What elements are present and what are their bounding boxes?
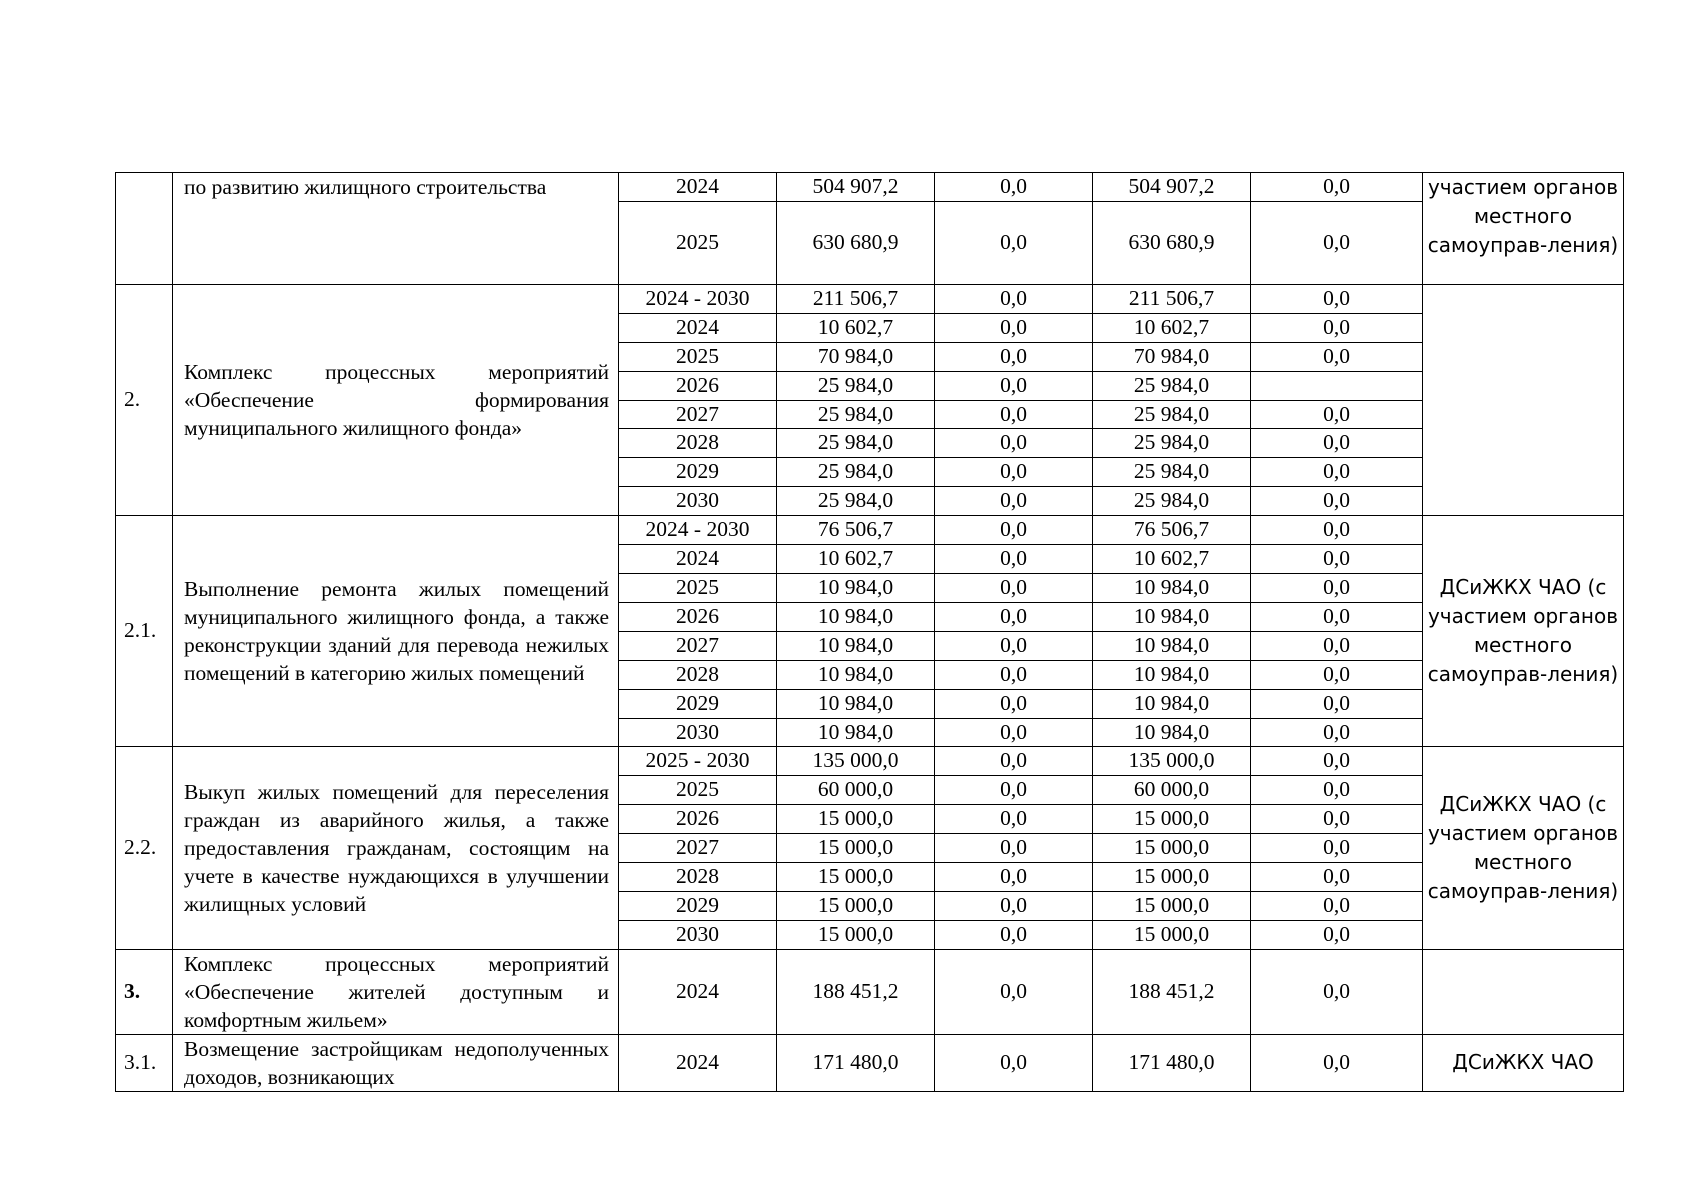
year-cell: 2027 [619,631,777,660]
total-amount-cell: 25 984,0 [777,371,935,400]
total-amount-cell: 10 984,0 [777,689,935,718]
row-number: 2.2. [116,747,173,949]
federal-budget-cell: 0,0 [935,573,1093,602]
total-amount-cell: 70 984,0 [777,342,935,371]
executor-cell [1423,949,1624,1034]
federal-budget-cell: 0,0 [935,284,1093,313]
table-row [116,747,1624,776]
executor-cell: ДСиЖКХ ЧАО [1423,1034,1624,1091]
year-cell: 2026 [619,371,777,400]
regional-budget-cell: 15 000,0 [1093,891,1251,920]
total-amount-cell: 10 984,0 [777,573,935,602]
total-amount-cell: 10 984,0 [777,602,935,631]
total-amount-cell: 630 680,9 [777,201,935,284]
regional-budget-cell: 10 984,0 [1093,573,1251,602]
federal-budget-cell: 0,0 [935,660,1093,689]
regional-budget-cell: 15 000,0 [1093,834,1251,863]
local-budget-cell: 0,0 [1251,718,1423,747]
total-amount-cell: 15 000,0 [777,891,935,920]
federal-budget-cell: 0,0 [935,891,1093,920]
year-cell: 2028 [619,429,777,458]
local-budget-cell: 0,0 [1251,173,1423,202]
regional-budget-cell: 10 602,7 [1093,313,1251,342]
local-budget-cell: 0,0 [1251,573,1423,602]
local-budget-cell: 0,0 [1251,863,1423,892]
local-budget-cell: 0,0 [1251,920,1423,949]
local-budget-cell: 0,0 [1251,747,1423,776]
year-cell: 2028 [619,863,777,892]
total-amount-cell: 76 506,7 [777,516,935,545]
row-number: 2.1. [116,516,173,747]
regional-budget-cell: 504 907,2 [1093,173,1251,202]
federal-budget-cell: 0,0 [935,516,1093,545]
local-budget-cell: 0,0 [1251,660,1423,689]
regional-budget-cell: 10 984,0 [1093,631,1251,660]
local-budget-cell: 0,0 [1251,400,1423,429]
year-cell: 2024 [619,949,777,1034]
executor-cell: ДСиЖКХ ЧАО (с участием органов местного самоуправ-ления) [1423,747,1624,949]
regional-budget-cell: 171 480,0 [1093,1034,1251,1091]
table-row [116,284,1624,313]
year-cell: 2024 [619,173,777,202]
budget-table-body [116,173,1624,1092]
year-cell: 2029 [619,458,777,487]
local-budget-cell: 0,0 [1251,949,1423,1034]
local-budget-cell: 0,0 [1251,545,1423,574]
local-budget-cell: 0,0 [1251,516,1423,545]
activity-name: Комплекс процессных мероприятий «Обеспечение жителей доступным и комфортным жильем» [173,949,619,1034]
federal-budget-cell: 0,0 [935,201,1093,284]
federal-budget-cell: 0,0 [935,173,1093,202]
local-budget-cell: 0,0 [1251,891,1423,920]
total-amount-cell: 25 984,0 [777,487,935,516]
total-amount-cell: 60 000,0 [777,776,935,805]
federal-budget-cell: 0,0 [935,429,1093,458]
budget-table [115,172,1624,1092]
year-cell: 2025 [619,342,777,371]
total-amount-cell: 171 480,0 [777,1034,935,1091]
regional-budget-cell: 211 506,7 [1093,284,1251,313]
federal-budget-cell: 0,0 [935,747,1093,776]
year-cell: 2024 [619,1034,777,1091]
federal-budget-cell: 0,0 [935,776,1093,805]
row-number [116,173,173,285]
activity-name: по развитию жилищного строительства [173,173,619,285]
activity-name: Выкуп жилых помещений для переселения граждан из аварийного жилья, а также предоставления гражданам, состоящим на учете в качестве нуждающихся в улучшении жилищных условий [173,747,619,949]
total-amount-cell: 188 451,2 [777,949,935,1034]
activity-name: Возмещение застройщикам недополученных доходов, возникающих [173,1034,619,1091]
table-row [116,949,1624,1034]
local-budget-cell: 0,0 [1251,342,1423,371]
year-cell: 2024 - 2030 [619,516,777,545]
table-row [116,1034,1624,1091]
federal-budget-cell: 0,0 [935,342,1093,371]
executor-cell [1423,284,1624,515]
federal-budget-cell: 0,0 [935,602,1093,631]
year-cell: 2030 [619,487,777,516]
total-amount-cell: 10 602,7 [777,313,935,342]
federal-budget-cell: 0,0 [935,458,1093,487]
regional-budget-cell: 15 000,0 [1093,920,1251,949]
regional-budget-cell: 10 602,7 [1093,545,1251,574]
year-cell: 2024 [619,545,777,574]
table-row [116,173,1624,202]
year-cell: 2030 [619,718,777,747]
year-cell: 2026 [619,805,777,834]
activity-name: Комплекс процессных мероприятий «Обеспечение формирования муниципального жилищного фонда» [173,284,619,515]
year-cell: 2030 [619,920,777,949]
federal-budget-cell: 0,0 [935,920,1093,949]
total-amount-cell: 15 000,0 [777,834,935,863]
year-cell: 2029 [619,891,777,920]
local-budget-cell: 0,0 [1251,458,1423,487]
federal-budget-cell: 0,0 [935,631,1093,660]
local-budget-cell: 0,0 [1251,487,1423,516]
regional-budget-cell: 70 984,0 [1093,342,1251,371]
federal-budget-cell: 0,0 [935,805,1093,834]
regional-budget-cell: 10 984,0 [1093,660,1251,689]
table-row [116,516,1624,545]
local-budget-cell: 0,0 [1251,313,1423,342]
federal-budget-cell: 0,0 [935,863,1093,892]
total-amount-cell: 15 000,0 [777,863,935,892]
local-budget-cell: 0,0 [1251,805,1423,834]
total-amount-cell: 15 000,0 [777,920,935,949]
federal-budget-cell: 0,0 [935,371,1093,400]
federal-budget-cell: 0,0 [935,689,1093,718]
local-budget-cell: 0,0 [1251,429,1423,458]
local-budget-cell: 0,0 [1251,834,1423,863]
regional-budget-cell: 10 984,0 [1093,689,1251,718]
executor-cell: ДСиЖКХ ЧАО (с участием органов местного самоуправ-ления) [1423,516,1624,747]
total-amount-cell: 25 984,0 [777,400,935,429]
total-amount-cell: 10 602,7 [777,545,935,574]
local-budget-cell: 0,0 [1251,284,1423,313]
local-budget-cell: 0,0 [1251,1034,1423,1091]
total-amount-cell: 135 000,0 [777,747,935,776]
regional-budget-cell: 76 506,7 [1093,516,1251,545]
regional-budget-cell: 188 451,2 [1093,949,1251,1034]
federal-budget-cell: 0,0 [935,487,1093,516]
local-budget-cell: 0,0 [1251,776,1423,805]
regional-budget-cell: 15 000,0 [1093,863,1251,892]
executor-cell: участием органов местного самоуправ-ления) [1423,173,1624,285]
row-number: 3. [116,949,173,1034]
year-cell: 2028 [619,660,777,689]
federal-budget-cell: 0,0 [935,313,1093,342]
total-amount-cell: 10 984,0 [777,660,935,689]
year-cell: 2027 [619,834,777,863]
year-cell: 2025 [619,573,777,602]
total-amount-cell: 15 000,0 [777,805,935,834]
regional-budget-cell: 25 984,0 [1093,371,1251,400]
regional-budget-cell: 25 984,0 [1093,400,1251,429]
total-amount-cell: 25 984,0 [777,458,935,487]
regional-budget-cell: 15 000,0 [1093,805,1251,834]
local-budget-cell: 0,0 [1251,631,1423,660]
federal-budget-cell: 0,0 [935,949,1093,1034]
year-cell: 2027 [619,400,777,429]
federal-budget-cell: 0,0 [935,1034,1093,1091]
regional-budget-cell: 60 000,0 [1093,776,1251,805]
year-cell: 2025 [619,776,777,805]
regional-budget-cell: 10 984,0 [1093,718,1251,747]
total-amount-cell: 504 907,2 [777,173,935,202]
year-cell: 2024 - 2030 [619,284,777,313]
regional-budget-cell: 25 984,0 [1093,458,1251,487]
activity-name: Выполнение ремонта жилых помещений муниципального жилищного фонда, а также реконструкции зданий для перевода нежилых помещений в категорию жилых помещений [173,516,619,747]
total-amount-cell: 211 506,7 [777,284,935,313]
local-budget-cell: 0,0 [1251,602,1423,631]
federal-budget-cell: 0,0 [935,718,1093,747]
local-budget-cell: 0,0 [1251,201,1423,284]
local-budget-cell [1251,371,1423,400]
regional-budget-cell: 25 984,0 [1093,487,1251,516]
total-amount-cell: 10 984,0 [777,631,935,660]
federal-budget-cell: 0,0 [935,400,1093,429]
federal-budget-cell: 0,0 [935,834,1093,863]
total-amount-cell: 10 984,0 [777,718,935,747]
year-cell: 2025 - 2030 [619,747,777,776]
federal-budget-cell: 0,0 [935,545,1093,574]
regional-budget-cell: 630 680,9 [1093,201,1251,284]
year-cell: 2024 [619,313,777,342]
regional-budget-cell: 25 984,0 [1093,429,1251,458]
year-cell: 2029 [619,689,777,718]
regional-budget-cell: 10 984,0 [1093,602,1251,631]
year-cell: 2026 [619,602,777,631]
row-number: 2. [116,284,173,515]
row-number: 3.1. [116,1034,173,1091]
year-cell: 2025 [619,201,777,284]
total-amount-cell: 25 984,0 [777,429,935,458]
regional-budget-cell: 135 000,0 [1093,747,1251,776]
local-budget-cell: 0,0 [1251,689,1423,718]
